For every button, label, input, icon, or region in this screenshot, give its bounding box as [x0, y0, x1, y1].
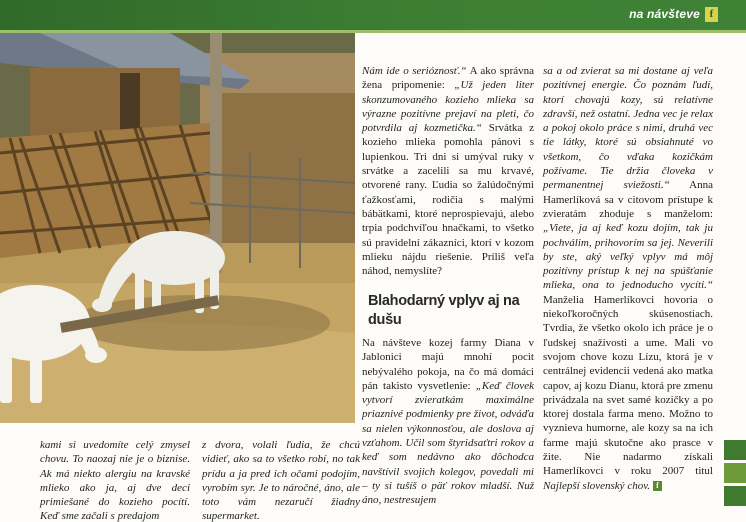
page-side-tabs [724, 440, 746, 509]
text-run: A ako správna žena pripomenie: [362, 65, 535, 92]
text-run: „Už jeden liter skonzumovaného kozieho mlieka sa výrazne pozitívne prejaví na pleti, čo potvrdila aj kozmetička.“ [362, 79, 534, 135]
text-run: Najlepší slovenský chov. [543, 479, 651, 492]
article-column-3 [362, 336, 534, 508]
text-run: Srvátka z kozieho mlieka pomohla pánovi s lupienkou. Tri dni si umýval ruky v srvátke a zacelili sa mu krvavé, otvorené rany. Ľudia so žalúdočnými ťažkosťami, rodičia s malými bábätkami, ktoré neprospievajú, alebo trpia podchvíľou hnačkami, to všetko sú pravidelní zákazníci, ktorí v kozom mlieku nájdu riešenie. Príliš veľa náhod, nemyslíte? [362, 122, 535, 278]
article-column-bottom-2 [202, 438, 360, 522]
article-column-2 [543, 64, 713, 493]
text-run: Na návšteve kozej farmy Diana v Jablonici majú mnohí pocit nebývalého pokoja, na čo má domáci pán takisto vysvetlenie: [362, 337, 534, 392]
section-label: na návšteve [629, 7, 700, 21]
text-run: Nám ide o serióznosť.“ [362, 65, 467, 77]
side-tab [724, 486, 746, 506]
end-of-article-icon: f [653, 481, 662, 491]
side-tab [724, 463, 746, 483]
text-run: Anna Hamerlíková sa v citovom prístupe k zvieratám zhoduje s manželom: [543, 179, 713, 220]
text-run: z dvora, volali ľudia, že chcú vidieť, ako sa to všetko robí, no tak prídu a ja pred ich očami podojím, vyrobím syr. Je to náročné, áno, ale toto vám nezaručí žiadny supermarket. [202, 439, 360, 522]
text-run: „Keď človek vytvorí zvieratkám maximálne priaznivé podmienky pre život, odváďa sa nielen výkonnosťou, ale doslova aj vzťahom. Učil som štyridsaťtri rokov a keď som nedávno ako dôchodca navštívil svojich kolegov, povedali mi – ty si tušíš o päť rokov mladší. Nuž áno, nestresujem [362, 379, 534, 507]
article-column-bottom-1 [40, 438, 190, 522]
side-tab [724, 440, 746, 460]
text-run: sa a od zvierat sa mi dostane aj veľa pozitívnej energie. Čo poznám ľudí, ktorí chovajú kozy, sú relatívne zdravší, než ostatní. Jedna vec je relax a pokoj okolo práce s nimi, druhá vec tie látky, ktoré sú obsiahnuté vo všetkom, čo vďaka kozičkám požívame. Tie držia človeka v permanentnej sviežosti.“ [543, 65, 713, 192]
goats-photo [0, 33, 355, 423]
subheading: Blahodarný vplyv aj na dušu [368, 293, 520, 328]
text-run: „Viete, ja aj keď kozu dojím, tak ju pochválim, prihovorím sa jej. Neverili by ste, aký veľký vplyv má môj pozitívny prístup k nej na spúšťanie mlieka, ona to jednoducho vycíti.“ [543, 222, 713, 292]
text-run: kami si uvedomíte celý zmysel chovu. To naozaj nie je o biznise. Ak má niekto alergiu na kravské mlieko ako ja, aj dve deci primiešané do kozieho pocítí. Keď sme začali s predajom [40, 439, 190, 522]
magazine-logo-icon: f [705, 7, 718, 22]
text-run: Manželia Hamerlíkovci hovoria o niekoľkoročných skúsenostiach. Tvrdia, že všetko okolo ich práce je o ľudskej snaživosti a ume. Mali vo svojom chove kozu Lízu, ktorá je v centrálnej evidencii vedená ako matka capov, aj kozu Dianu, ktorá pre zmenu privádzala na svet samé kozičky a po ktorej dostala farma meno. Možno to vyznieva humorne, ale kozy sa na ich farme majú skutočne ako prasce v žite. Nie nadarmo získali Hamerlíkovci v roku 2007 titul [543, 293, 713, 478]
article-column-1 [362, 64, 534, 278]
